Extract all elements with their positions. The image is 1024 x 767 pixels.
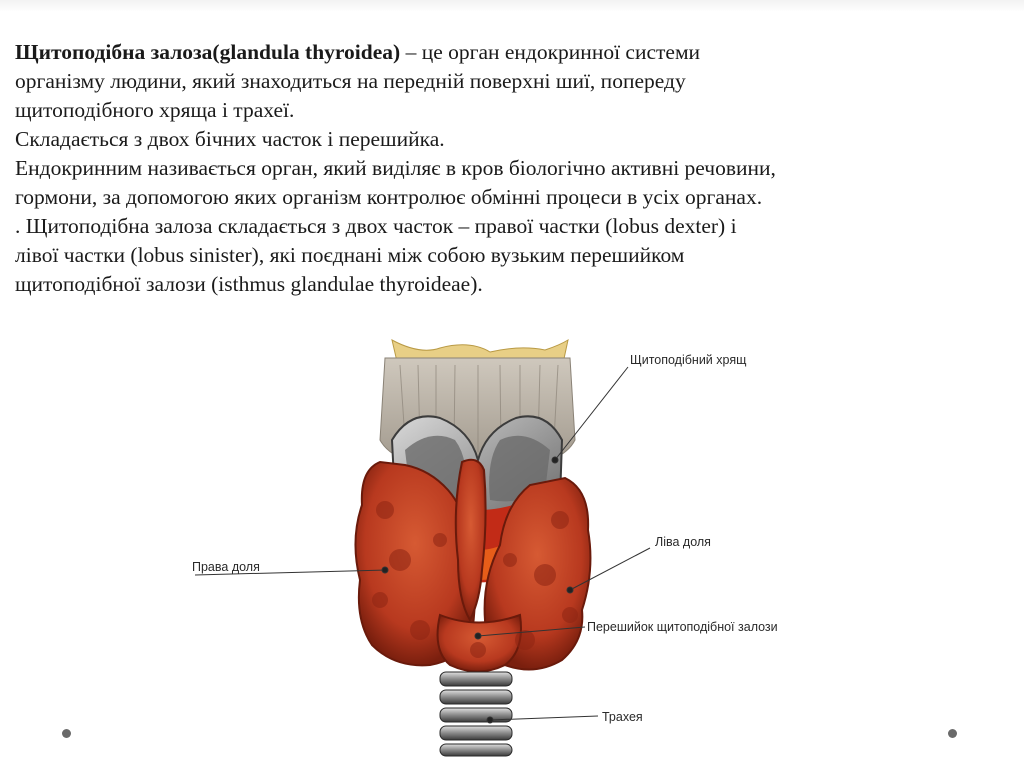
text-line-6: гормони, за допомогою яких організм контролює обмінні процеси в усіх органах.: [15, 185, 763, 209]
label-isthmus: Перешийок щитоподібної залози: [587, 620, 778, 634]
label-left-lobe: Ліва доля: [655, 535, 711, 549]
next-slide-dot[interactable]: [948, 729, 957, 738]
label-cartilage: Щитоподібний хрящ: [630, 353, 747, 367]
prev-slide-dot[interactable]: [62, 729, 71, 738]
text-line-7: . Щитоподібна залоза складається з двох часток – правої частки (lobus dexter) і: [15, 214, 737, 238]
term-title: Щитоподібна залоза(glandula thyroidea): [15, 40, 401, 64]
label-right-lobe: Права доля: [192, 560, 260, 574]
text-line-1-rest: – це орган ендокринної системи: [400, 40, 701, 64]
text-line-5: Ендокринним називається орган, який виділяє в кров біологічно активні речовини,: [15, 156, 776, 180]
text-line-4: Складається з двох бічних часток і перешийка.: [15, 127, 445, 151]
label-trachea: Трахея: [602, 710, 643, 724]
text-line-3: щитоподібного хряща і трахеї.: [15, 98, 295, 122]
trachea: [440, 672, 512, 756]
pyramidal-lobe: [456, 460, 486, 620]
text-line-8: лівої частки (lobus sinister), які поєднані між собою вузьким перешийком: [15, 243, 685, 267]
text-line-2: організму людини, який знаходиться на передній поверхні шиї, попереду: [15, 69, 686, 93]
text-line-9: щитоподібної залози (isthmus glandulae thyroideae).: [15, 272, 483, 296]
